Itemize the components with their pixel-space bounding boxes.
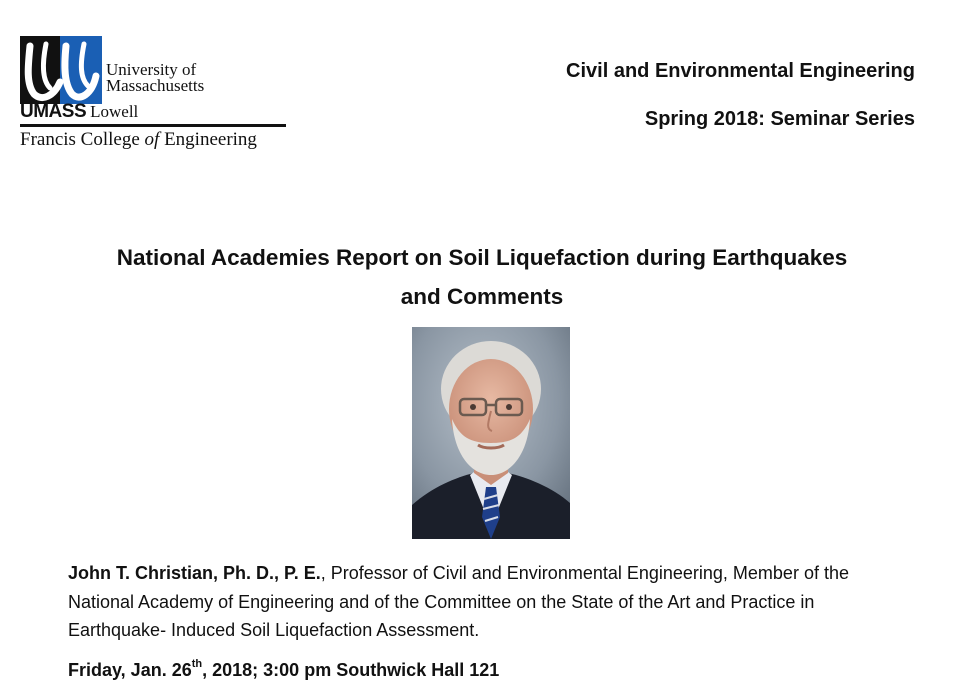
umass-lowell-logo — [20, 36, 288, 154]
college-name-of: of — [144, 129, 160, 150]
bio-line-1 — [68, 559, 928, 588]
seminar-series-heading: Spring 2018: Seminar Series — [644, 108, 915, 130]
university-name — [106, 62, 204, 94]
event-date-pre: Friday, Jan. 26 — [68, 660, 192, 680]
university-line-2: Massachusetts — [106, 76, 205, 95]
logo-divider — [20, 124, 286, 127]
university-line-1: University of — [106, 60, 197, 79]
event-date-suffix: th — [191, 658, 203, 670]
speaker-name: John T. Christian, Ph. D., P. E. — [68, 563, 321, 583]
lowell-wordmark: Lowell — [90, 102, 139, 121]
event-date-post: , 2018; 3:00 pm Southwick Hall 121 — [202, 660, 500, 680]
seminar-title-line-2: and Comments — [400, 284, 564, 309]
college-name-pre: Francis College — [20, 129, 145, 150]
bio-line-1-text: , Professor of Civil and Environmental Engineering, Member of the — [320, 563, 849, 583]
bio-line-2: National Academy of Engineering and of the Committee on the State of the Art and Practice in — [68, 591, 815, 612]
speaker-portrait-icon — [412, 327, 570, 539]
umass-wordmark: UMASS — [20, 101, 87, 122]
seminar-title — [40, 238, 924, 316]
umass-logo-mark-icon — [20, 36, 102, 104]
bio-line-3: Earthquake- Induced Soil Liquefaction Assessment. — [68, 620, 480, 640]
umass-lowell-row — [20, 102, 138, 122]
event-details — [68, 657, 499, 683]
speaker-bio — [68, 559, 928, 645]
seminar-title-line-1: National Academies Report on Soil Liquefaction during Earthquakes — [116, 245, 848, 270]
speaker-photo — [412, 327, 570, 539]
college-name — [20, 128, 257, 152]
department-heading: Civil and Environmental Engineering — [566, 60, 915, 82]
college-name-post: Engineering — [159, 129, 257, 150]
